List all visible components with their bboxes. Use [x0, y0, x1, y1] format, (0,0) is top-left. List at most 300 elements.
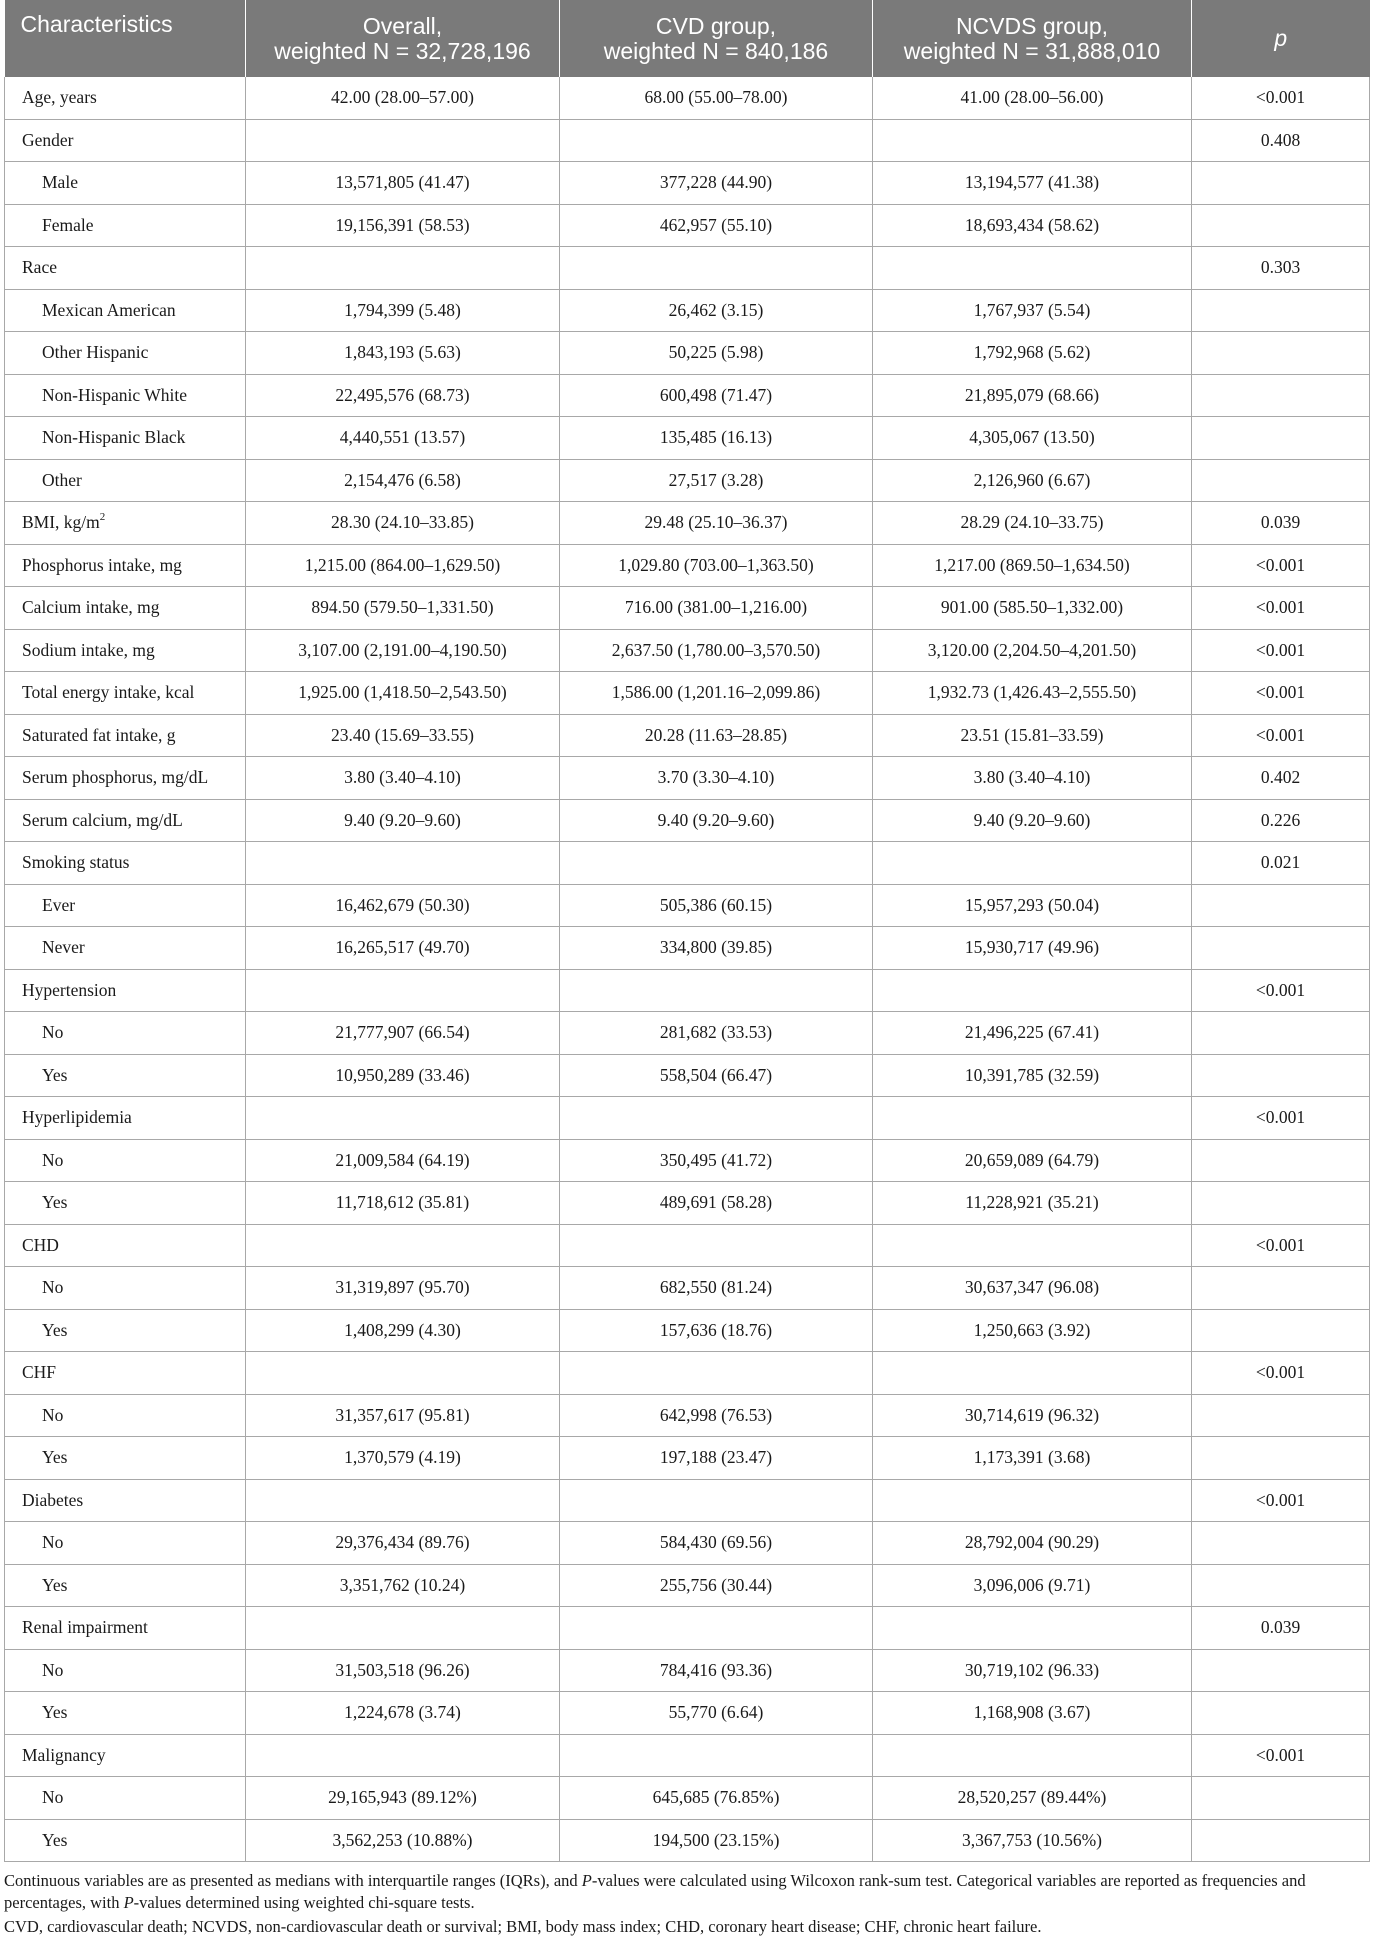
cell-p-value-text: 0.226 — [1260, 809, 1301, 830]
cell-cvd — [560, 1819, 873, 1862]
cell-cvd-text: 197,188 (23.47) — [659, 1447, 773, 1468]
cell-p-value — [1192, 1777, 1370, 1820]
row-label — [5, 1054, 246, 1097]
cell-ncvds-text: 1,250,663 (3.92) — [973, 1319, 1091, 1340]
cell-ncvds-text: 1,173,391 (3.68) — [973, 1447, 1091, 1468]
cell-cvd-text: 642,998 (76.53) — [659, 1404, 773, 1425]
cell-overall — [246, 1139, 560, 1182]
row-label — [5, 332, 246, 375]
table-row — [5, 77, 1370, 119]
cell-ncvds — [873, 969, 1192, 1012]
cell-ncvds — [873, 1139, 1192, 1182]
cell-overall — [246, 77, 560, 119]
cell-cvd — [560, 1097, 873, 1140]
table-row — [5, 799, 1370, 842]
cell-cvd-text: 20.28 (11.63–28.85) — [644, 724, 788, 745]
cell-overall — [246, 1819, 560, 1862]
header-overall — [246, 0, 560, 77]
cell-overall — [246, 1479, 560, 1522]
cell-p-value — [1192, 1607, 1370, 1650]
row-label-text: Non-Hispanic Black — [42, 427, 186, 448]
row-label — [5, 842, 246, 885]
cell-p-value-text: 0.039 — [1260, 512, 1301, 533]
header-ncvds-line2: weighted N = 31,888,010 — [903, 37, 1161, 64]
row-label — [5, 374, 246, 417]
cell-overall-text: 19,156,391 (58.53) — [335, 214, 470, 235]
cell-cvd — [560, 1479, 873, 1522]
cell-p-value — [1192, 1139, 1370, 1182]
cell-ncvds-text: 15,930,717 (49.96) — [964, 937, 1100, 958]
cell-overall-text: 1,408,299 (4.30) — [344, 1319, 461, 1340]
cell-p-value — [1192, 459, 1370, 502]
cell-overall — [246, 714, 560, 757]
row-label-text: Never — [42, 937, 85, 958]
cell-p-value — [1192, 1267, 1370, 1310]
cell-overall — [246, 1564, 560, 1607]
cell-cvd-text: 281,682 (33.53) — [659, 1022, 773, 1043]
row-label-text: Mexican American — [42, 299, 176, 320]
cell-cvd — [560, 162, 873, 205]
cell-overall — [246, 1649, 560, 1692]
cell-overall — [246, 247, 560, 290]
row-label-text: No — [42, 1022, 64, 1043]
cell-p-value-text: <0.001 — [1255, 597, 1306, 618]
cell-cvd-text: 194,500 (23.15%) — [652, 1829, 780, 1850]
cell-ncvds — [873, 1692, 1192, 1735]
cell-cvd — [560, 502, 873, 545]
row-label — [5, 1224, 246, 1267]
cell-ncvds — [873, 1607, 1192, 1650]
row-label — [5, 162, 246, 205]
cell-ncvds — [873, 629, 1192, 672]
row-label-text: Renal impairment — [22, 1617, 148, 1638]
cell-cvd-text: 55,770 (6.64) — [668, 1702, 764, 1723]
table-row — [5, 332, 1370, 375]
cell-ncvds-text: 1,767,937 (5.54) — [973, 299, 1091, 320]
cell-cvd — [560, 1607, 873, 1650]
table-row — [5, 672, 1370, 715]
cell-ncvds-text: 10,391,785 (32.59) — [964, 1064, 1100, 1085]
cell-cvd — [560, 289, 873, 332]
cell-overall-text: 3,351,762 (10.24) — [339, 1574, 466, 1595]
cell-p-value — [1192, 417, 1370, 460]
footnote-abbreviations: CVD, cardiovascular death; NCVDS, non-cardiovascular death or survival; BMI, body mass index; CHD, coronary heart disease; CHF, chronic heart failure. — [4, 1917, 1042, 1936]
cell-p-value — [1192, 1352, 1370, 1395]
cell-cvd — [560, 77, 873, 119]
cell-overall — [246, 1522, 560, 1565]
cell-ncvds-text: 30,637,347 (96.08) — [964, 1277, 1100, 1298]
footnote-methods-a: Continuous variables are as presented as medians with interquartile ranges (IQRs), and — [4, 1871, 582, 1890]
cell-overall — [246, 1352, 560, 1395]
cell-cvd-text: 716.00 (381.00–1,216.00) — [624, 597, 808, 618]
cell-cvd-text: 505,386 (60.15) — [659, 894, 773, 915]
cell-overall-text: 4,440,551 (13.57) — [339, 427, 466, 448]
cell-p-value — [1192, 1012, 1370, 1055]
cell-ncvds-text: 18,693,434 (58.62) — [964, 214, 1100, 235]
cell-overall — [246, 672, 560, 715]
row-label — [5, 1819, 246, 1862]
row-label-text: Hypertension — [22, 979, 117, 1000]
row-label — [5, 1139, 246, 1182]
table-row — [5, 1777, 1370, 1820]
cell-cvd-text: 29.48 (25.10–36.37) — [644, 512, 788, 533]
row-label-text: Yes — [42, 1447, 68, 1468]
characteristics-table — [4, 0, 1370, 1862]
table-row — [5, 204, 1370, 247]
cell-overall-text: 11,718,612 (35.81) — [335, 1192, 470, 1213]
cell-cvd-text: 1,586.00 (1,201.16–2,099.86) — [611, 682, 821, 703]
cell-overall — [246, 1054, 560, 1097]
cell-cvd — [560, 927, 873, 970]
cell-overall-text: 1,370,579 (4.19) — [344, 1447, 461, 1468]
row-label-text: Serum phosphorus, mg/dL — [22, 767, 209, 788]
cell-p-value — [1192, 544, 1370, 587]
cell-p-value — [1192, 714, 1370, 757]
row-label — [5, 757, 246, 800]
cell-p-value — [1192, 799, 1370, 842]
row-label — [5, 459, 246, 502]
cell-overall — [246, 459, 560, 502]
row-label — [5, 1777, 246, 1820]
row-label — [5, 119, 246, 162]
cell-cvd-text: 558,504 (66.47) — [659, 1064, 773, 1085]
row-label — [5, 1437, 246, 1480]
cell-ncvds — [873, 247, 1192, 290]
cell-ncvds — [873, 1522, 1192, 1565]
footnote-methods-b: -values were calculated using Wilcoxon rank-sum test. Categorical variables are reported as frequencies and percentages, with — [4, 1871, 1306, 1912]
cell-overall-text: 23.40 (15.69–33.55) — [331, 724, 474, 745]
cell-ncvds-text: 901.00 (585.50–1,332.00) — [940, 597, 1124, 618]
table-row — [5, 289, 1370, 332]
row-label — [5, 544, 246, 587]
cell-overall — [246, 842, 560, 885]
cell-overall — [246, 927, 560, 970]
cell-ncvds-text: 1,932.73 (1,426.43–2,555.50) — [927, 682, 1137, 703]
cell-overall-text: 1,794,399 (5.48) — [344, 299, 461, 320]
row-label-text: No — [42, 1787, 64, 1808]
cell-p-value — [1192, 502, 1370, 545]
cell-ncvds — [873, 1649, 1192, 1692]
header-p-value: p — [1192, 0, 1370, 77]
table-header — [5, 0, 1370, 77]
cell-p-value — [1192, 1692, 1370, 1735]
cell-ncvds-text: 3,367,753 (10.56%) — [962, 1829, 1102, 1850]
row-label-text: Age, years — [22, 87, 97, 108]
cell-ncvds-text: 41.00 (28.00–56.00) — [960, 87, 1104, 108]
row-label — [5, 1522, 246, 1565]
row-label — [5, 884, 246, 927]
cell-ncvds — [873, 1564, 1192, 1607]
row-label-text: Other Hispanic — [42, 342, 149, 363]
row-label — [5, 927, 246, 970]
table-row — [5, 1437, 1370, 1480]
row-label-text: Serum calcium, mg/dL — [22, 809, 183, 830]
cell-p-value-text: <0.001 — [1255, 1362, 1306, 1383]
cell-ncvds — [873, 544, 1192, 587]
cell-cvd — [560, 544, 873, 587]
cell-cvd — [560, 247, 873, 290]
cell-p-value — [1192, 1182, 1370, 1225]
cell-p-value — [1192, 1564, 1370, 1607]
cell-p-value-text: 0.402 — [1260, 767, 1301, 788]
row-label — [5, 1394, 246, 1437]
cell-overall — [246, 629, 560, 672]
row-label-text: BMI, kg/m — [22, 512, 100, 533]
header-ncvds — [873, 0, 1192, 77]
cell-overall — [246, 162, 560, 205]
cell-p-value — [1192, 1097, 1370, 1140]
cell-overall — [246, 1309, 560, 1352]
cell-ncvds — [873, 799, 1192, 842]
cell-cvd — [560, 1054, 873, 1097]
cell-ncvds — [873, 1224, 1192, 1267]
table-row — [5, 1097, 1370, 1140]
cell-ncvds — [873, 204, 1192, 247]
cell-overall — [246, 502, 560, 545]
cell-overall-text: 3.80 (3.40–4.10) — [344, 767, 461, 788]
table-row — [5, 459, 1370, 502]
row-label-text: CHF — [22, 1362, 57, 1383]
footnote-p-italic-2: P — [123, 1893, 134, 1912]
cell-ncvds-text: 1,168,908 (3.67) — [973, 1702, 1091, 1723]
row-label — [5, 629, 246, 672]
row-label-text: Smoking status — [22, 852, 130, 873]
row-label-text: Sodium intake, mg — [22, 639, 155, 660]
row-label-text: Ever — [42, 894, 76, 915]
table-row — [5, 1649, 1370, 1692]
cell-p-value-text: <0.001 — [1255, 1744, 1306, 1765]
cell-overall — [246, 757, 560, 800]
cell-ncvds-text: 30,714,619 (96.32) — [964, 1404, 1100, 1425]
cell-ncvds — [873, 842, 1192, 885]
header-ncvds-line1: NCVDS group, — [955, 12, 1109, 39]
cell-cvd-text: 255,756 (30.44) — [659, 1574, 773, 1595]
row-label-text: Female — [42, 214, 94, 235]
header-overall-line2: weighted N = 32,728,196 — [274, 37, 531, 64]
cell-ncvds-text: 3,120.00 (2,204.50–4,201.50) — [927, 639, 1137, 660]
row-label-text: Malignancy — [22, 1744, 106, 1765]
cell-overall-text: 29,376,434 (89.76) — [335, 1532, 470, 1553]
row-label-text: Calcium intake, mg — [22, 597, 160, 618]
table-row — [5, 247, 1370, 290]
table-row — [5, 1607, 1370, 1650]
cell-ncvds — [873, 1819, 1192, 1862]
cell-overall — [246, 1394, 560, 1437]
cell-cvd — [560, 1267, 873, 1310]
row-label — [5, 1692, 246, 1735]
table-row — [5, 1819, 1370, 1862]
cell-cvd — [560, 459, 873, 502]
cell-cvd — [560, 1777, 873, 1820]
row-label — [5, 1479, 246, 1522]
cell-cvd — [560, 417, 873, 460]
table-row — [5, 1394, 1370, 1437]
cell-ncvds-text: 1,792,968 (5.62) — [973, 342, 1091, 363]
row-label — [5, 1182, 246, 1225]
cell-p-value — [1192, 672, 1370, 715]
cell-ncvds-text: 11,228,921 (35.21) — [965, 1192, 1099, 1213]
table-row — [5, 417, 1370, 460]
cell-ncvds — [873, 1182, 1192, 1225]
cell-p-value — [1192, 332, 1370, 375]
cell-overall — [246, 332, 560, 375]
row-label-text: Hyperlipidemia — [22, 1107, 132, 1128]
table-row — [5, 374, 1370, 417]
row-label — [5, 587, 246, 630]
header-cvd-line1: CVD group, — [655, 12, 777, 39]
superscript: 2 — [99, 511, 106, 524]
cell-overall-text: 894.50 (579.50–1,331.50) — [311, 597, 494, 618]
cell-p-value — [1192, 1649, 1370, 1692]
cell-ncvds-text: 30,719,102 (96.33) — [964, 1659, 1100, 1680]
cell-overall-text: 16,265,517 (49.70) — [335, 937, 470, 958]
cell-overall-text: 1,843,193 (5.63) — [344, 342, 461, 363]
cell-p-value — [1192, 1734, 1370, 1777]
row-label — [5, 1012, 246, 1055]
cell-overall — [246, 799, 560, 842]
cell-cvd — [560, 1564, 873, 1607]
row-label-text: Yes — [42, 1702, 68, 1723]
cell-ncvds-text: 9.40 (9.20–9.60) — [973, 809, 1091, 830]
cell-ncvds — [873, 502, 1192, 545]
table-row — [5, 1309, 1370, 1352]
cell-cvd-text: 9.40 (9.20–9.60) — [657, 809, 775, 830]
footnote-methods-c: -values determined using weighted chi-square tests. — [133, 1893, 475, 1912]
table-row — [5, 1139, 1370, 1182]
row-label — [5, 672, 246, 715]
cell-overall-text: 1,224,678 (3.74) — [344, 1702, 461, 1723]
table-row — [5, 927, 1370, 970]
footnote-methods — [4, 1870, 1369, 1914]
cell-p-value-text: <0.001 — [1255, 87, 1306, 108]
table-row — [5, 587, 1370, 630]
cell-p-value — [1192, 842, 1370, 885]
row-label-text: Yes — [42, 1192, 68, 1213]
row-label — [5, 1734, 246, 1777]
footnote-p-italic: P — [581, 1871, 592, 1890]
cell-cvd-text: 682,550 (81.24) — [659, 1277, 773, 1298]
cell-cvd-text: 584,430 (69.56) — [659, 1532, 773, 1553]
table-row — [5, 969, 1370, 1012]
cell-overall — [246, 1012, 560, 1055]
table-row — [5, 1182, 1370, 1225]
header-characteristics: Characteristics — [5, 0, 246, 77]
cell-ncvds-text: 15,957,293 (50.04) — [964, 894, 1100, 915]
row-label — [5, 77, 246, 119]
row-label — [5, 714, 246, 757]
cell-cvd — [560, 1649, 873, 1692]
cell-p-value — [1192, 374, 1370, 417]
cell-p-value-text: 0.039 — [1260, 1617, 1301, 1638]
table-row — [5, 502, 1370, 545]
cell-cvd-text: 489,691 (58.28) — [659, 1192, 773, 1213]
cell-overall — [246, 1437, 560, 1480]
row-label — [5, 1267, 246, 1310]
cell-cvd — [560, 204, 873, 247]
cell-cvd — [560, 1352, 873, 1395]
cell-ncvds-text: 3,096,006 (9.71) — [973, 1574, 1091, 1595]
cell-ncvds — [873, 1394, 1192, 1437]
cell-cvd — [560, 1394, 873, 1437]
cell-ncvds — [873, 77, 1192, 119]
cell-p-value — [1192, 1224, 1370, 1267]
cell-cvd — [560, 1012, 873, 1055]
cell-ncvds — [873, 1267, 1192, 1310]
cell-overall-text: 21,009,584 (64.19) — [335, 1149, 470, 1170]
cell-overall-text: 1,215.00 (864.00–1,629.50) — [304, 554, 501, 575]
cell-cvd — [560, 119, 873, 162]
cell-overall — [246, 1777, 560, 1820]
cell-ncvds — [873, 1352, 1192, 1395]
header-cvd — [560, 0, 873, 77]
row-label-text: Gender — [22, 129, 74, 150]
table-row — [5, 1267, 1370, 1310]
cell-overall-text: 2,154,476 (6.58) — [344, 469, 461, 490]
cell-cvd — [560, 587, 873, 630]
cell-p-value — [1192, 77, 1370, 119]
row-label-text: Diabetes — [22, 1489, 84, 1510]
row-label-text: Total energy intake, kcal — [22, 682, 195, 703]
cell-ncvds — [873, 587, 1192, 630]
row-label-text: Yes — [42, 1319, 68, 1340]
cell-ncvds — [873, 1097, 1192, 1140]
row-label — [5, 1649, 246, 1692]
cell-overall — [246, 289, 560, 332]
cell-overall — [246, 417, 560, 460]
cell-cvd — [560, 1734, 873, 1777]
cell-p-value — [1192, 757, 1370, 800]
cell-ncvds — [873, 374, 1192, 417]
cell-p-value — [1192, 247, 1370, 290]
cell-ncvds — [873, 1437, 1192, 1480]
cell-ncvds — [873, 757, 1192, 800]
cell-p-value — [1192, 1522, 1370, 1565]
cell-cvd — [560, 1224, 873, 1267]
row-label — [5, 204, 246, 247]
cell-cvd-text: 157,636 (18.76) — [659, 1319, 773, 1340]
cell-cvd — [560, 842, 873, 885]
row-label-text: Male — [42, 172, 78, 193]
row-label-text: Yes — [42, 1064, 68, 1085]
cell-overall-text: 31,357,617 (95.81) — [335, 1404, 470, 1425]
cell-ncvds-text: 20,659,089 (64.79) — [964, 1149, 1100, 1170]
cell-overall — [246, 544, 560, 587]
cell-cvd — [560, 672, 873, 715]
row-label-text: Non-Hispanic White — [42, 384, 187, 405]
cell-ncvds — [873, 884, 1192, 927]
cell-overall — [246, 1267, 560, 1310]
cell-p-value — [1192, 204, 1370, 247]
cell-ncvds — [873, 1054, 1192, 1097]
cell-p-value — [1192, 927, 1370, 970]
cell-p-value — [1192, 1309, 1370, 1352]
cell-ncvds — [873, 459, 1192, 502]
cell-overall-text: 13,571,805 (41.47) — [335, 172, 470, 193]
header-cvd-line2: weighted N = 840,186 — [603, 37, 829, 64]
cell-cvd-text: 68.00 (55.00–78.00) — [644, 87, 788, 108]
row-label-text: Phosphorus intake, mg — [22, 554, 182, 575]
cell-overall-text: 28.30 (24.10–33.85) — [331, 512, 474, 533]
cell-ncvds-text: 23.51 (15.81–33.59) — [960, 724, 1104, 745]
cell-p-value-text: <0.001 — [1255, 979, 1306, 1000]
cell-overall-text: 31,503,518 (96.26) — [335, 1659, 470, 1680]
cell-cvd-text: 645,685 (76.85%) — [652, 1787, 780, 1808]
cell-cvd — [560, 1182, 873, 1225]
cell-ncvds-text: 2,126,960 (6.67) — [973, 469, 1091, 490]
cell-cvd-text: 2,637.50 (1,780.00–3,570.50) — [611, 639, 821, 660]
cell-cvd-text: 135,485 (16.13) — [659, 427, 773, 448]
cell-cvd-text: 27,517 (3.28) — [668, 469, 764, 490]
